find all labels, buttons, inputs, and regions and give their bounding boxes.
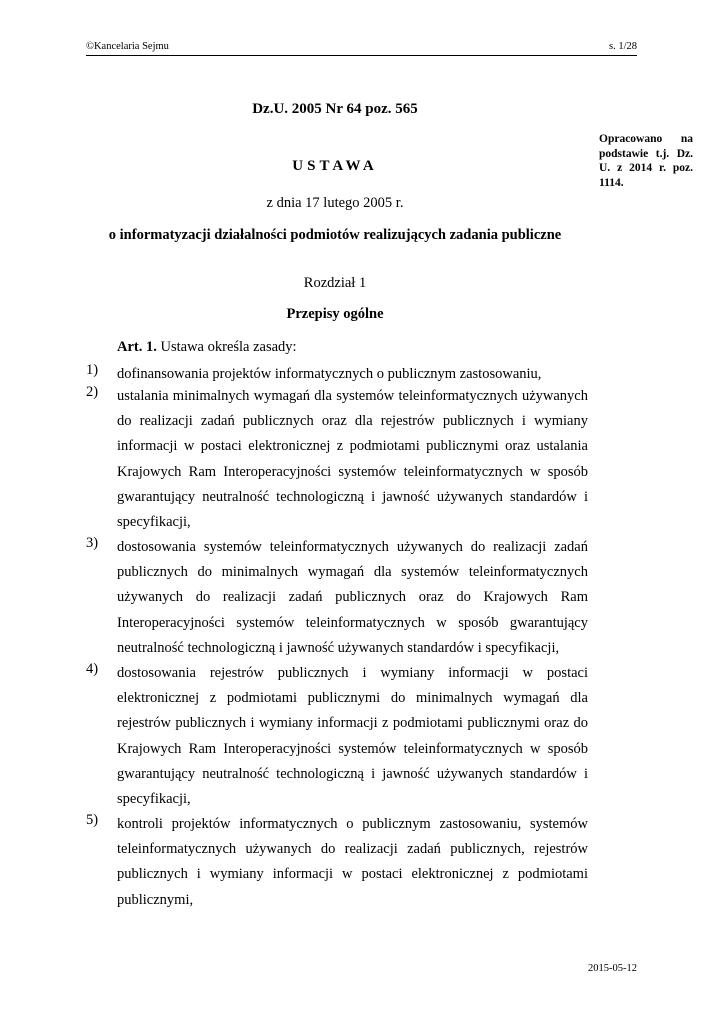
chapter-title: Przepisy ogólne	[286, 306, 384, 322]
act-title: o informatyzacji działalności podmiotów realizujących zadania publiczne	[108, 227, 562, 243]
header-divider	[86, 55, 637, 56]
list-item-number: 4)	[86, 661, 99, 677]
journal-citation: Dz.U. 2005 Nr 64 poz. 565	[252, 101, 418, 117]
list-item-text: dostosowania systemów teleinformatycznych używanych do realizacji zadań publicznych do minimalnych wymagań dla systemów teleinformatycznych używanych do realizacji zadań publicznych oraz do Krajowych Ram Interoperacyjności systemów teleinformatycznych w sposób gwarantujący neutralność technologiczną i jawność używanych standardów i specyfikacji,	[117, 539, 588, 656]
article-intro	[117, 339, 297, 356]
act-date: z dnia 17 lutego 2005 r.	[266, 195, 404, 211]
footer-date: 2015-05-12	[588, 963, 637, 974]
list-item	[86, 384, 588, 535]
act-type-heading: USTAWA	[292, 158, 378, 174]
list-item-number: 1)	[86, 362, 99, 378]
list-item-text: dofinansowania projektów informatycznych o publicznym zastosowaniu,	[117, 366, 542, 382]
article-intro-text: Ustawa określa zasady:	[156, 339, 297, 355]
list-item-text: kontroli projektów informatycznych o publicznym zastosowaniu, systemów teleinformatycznych używanych do realizacji zadań publicznych, rejestrów publicznych i wymiany informacji w postaci elektronicznej z podmiotami publicznymi,	[117, 816, 588, 908]
list-item-number: 2)	[86, 384, 99, 400]
article-label: Art. 1.	[117, 339, 157, 355]
list-item-number: 3)	[86, 535, 99, 551]
list-item	[86, 661, 588, 812]
chapter-number: Rozdział 1	[303, 275, 367, 291]
header-page-number: s. 1/28	[608, 41, 637, 52]
header-source: ©Kancelaria Sejmu	[86, 41, 169, 52]
side-note: Opracowano na podstawie t.j. Dz. U. z 2014 r. poz. 1114.	[599, 133, 693, 189]
list-item-text: dostosowania rejestrów publicznych i wymiany informacji w postaci elektronicznej z podmiotami publicznymi do minimalnych wymagań dla rejestrów publicznych i wymiany informacji z podmiotami publicznymi oraz do Krajowych Ram Interoperacyjności systemów teleinformatycznych w sposób gwarantujący neutralność technologiczną i jawność używanych standardów i specyfikacji,	[117, 665, 588, 808]
list-item-number: 5)	[86, 812, 99, 828]
list-item-text: ustalania minimalnych wymagań dla systemów teleinformatycznych używanych do realizacji zadań publicznych oraz dla rejestrów publicznych i wymiany informacji w postaci elektronicznej z podmiotami publicznymi oraz ustalania Krajowych Ram Interoperacyjności systemów teleinformatycznych w sposób gwarantujący neutralność technologiczną i jawność używanych standardów i specyfikacji,	[117, 388, 588, 531]
list-item	[86, 535, 588, 661]
list-item	[86, 812, 588, 913]
